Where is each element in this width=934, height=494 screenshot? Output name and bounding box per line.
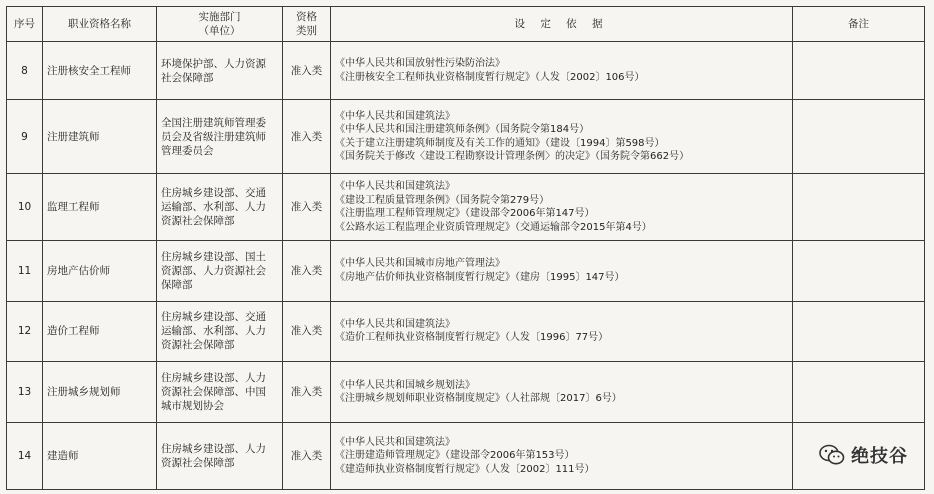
row-category: 准入类 [283,241,331,302]
row-basis [331,362,793,423]
row-basis-line: 《建设工程质量管理条例》（国务院令第279号） [335,194,550,206]
row-remarks [793,362,925,423]
row-dept-line: 管理委员会 [161,144,214,157]
row-dept-line: 住房城乡建设部、交通 [161,311,266,324]
row-seq: 13 [7,362,43,423]
header-row [7,7,925,42]
row-dept [157,241,283,302]
row-basis-line: 《中华人民共和国放射性污染防治法》 [335,58,505,70]
row-category: 准入类 [283,362,331,423]
row-seq: 10 [7,174,43,241]
row-dept [157,301,283,362]
row-basis-line: 《中华人民共和国城乡规划法》 [335,379,475,391]
row-seq: 12 [7,301,43,362]
row-dept-line: 社会保障部 [161,71,214,84]
row-dept-line: 住房城乡建设部、人力 [161,372,266,385]
row-remarks [793,42,925,100]
header-category-line: 资格 [296,11,317,23]
row-dept-line: 住房城乡建设部、交通 [161,187,266,200]
table-row [7,422,925,489]
header-basis: 设 定 依 据 [331,7,793,42]
row-basis-line: 《中华人民共和国建筑法》 [335,318,455,330]
row-name: 监理工程师 [43,174,157,241]
watermark [819,442,908,468]
row-dept-line: 运输部、水利部、人力 [161,201,266,214]
row-basis-line: 《注册监理工程师管理规定》（建设部令2006年第147号） [335,208,595,220]
header-dept-line: （单位） [198,25,241,37]
row-name: 注册城乡规划师 [43,362,157,423]
row-dept-line: 资源社会保障部 [161,456,235,469]
row-basis-line: 《中华人民共和国建筑法》 [335,110,455,122]
row-dept-line: 保障部 [161,278,193,291]
row-basis-line: 《关于建立注册建筑师制度及有关工作的通知》（建设〔1994〕第598号） [335,137,665,149]
row-basis-line: 《建造师执业资格制度暂行规定》（人发〔2002〕111号） [335,463,595,475]
row-basis-line: 《房地产估价师执业资格制度暂行规定》（建房〔1995〕147号） [335,271,625,283]
row-dept-line: 员会及省级注册建筑师 [161,130,266,143]
qualification-table [6,6,925,490]
header-remarks: 备注 [793,7,925,42]
row-seq: 14 [7,422,43,489]
watermark-text: 绝技谷 [851,446,908,467]
table-body [7,42,925,490]
row-category: 准入类 [283,100,331,174]
table-row [7,100,925,174]
row-remarks [793,100,925,174]
row-basis [331,422,793,489]
row-basis-line: 《国务院关于修改〈建设工程勘察设计管理条例〉的决定》（国务院令第662号） [335,151,690,163]
header-category-line: 类别 [296,25,317,37]
row-dept-line: 住房城乡建设部、国土 [161,250,266,263]
row-basis-line: 《造价工程师执业资格制度暂行规定》（人发〔1996〕77号） [335,332,609,344]
row-basis [331,174,793,241]
row-basis-line: 《中华人民共和国注册建筑师条例》（国务院令第184号） [335,124,590,136]
header-name: 职业资格名称 [43,7,157,42]
row-dept [157,362,283,423]
row-name: 造价工程师 [43,301,157,362]
row-dept-line: 住房城乡建设部、人力 [161,442,266,455]
row-name: 注册核安全工程师 [43,42,157,100]
row-dept-line: 资源部、人力资源社会 [161,264,266,277]
row-basis-line: 《中华人民共和国建筑法》 [335,181,455,193]
row-dept [157,422,283,489]
row-seq: 11 [7,241,43,302]
table-row [7,42,925,100]
table-row [7,241,925,302]
row-basis [331,241,793,302]
row-basis [331,42,793,100]
row-category: 准入类 [283,422,331,489]
header-category [283,7,331,42]
row-dept-line: 城市规划协会 [161,400,224,413]
row-dept-line: 全国注册建筑师管理委 [161,116,266,129]
row-name: 房地产估价师 [43,241,157,302]
row-basis [331,100,793,174]
table-row [7,301,925,362]
row-dept-line: 资源社会保障部、中国 [161,386,266,399]
row-basis-line: 《注册建造师管理规定》（建设部令2006年第153号） [335,450,575,462]
row-dept-line: 环境保护部、人力资源 [161,57,266,70]
row-basis-line: 《中华人民共和国建筑法》 [335,436,455,448]
row-dept-line: 资源社会保障部 [161,339,235,352]
row-dept-line: 资源社会保障部 [161,215,235,228]
header-seq: 序号 [7,7,43,42]
row-dept [157,100,283,174]
header-dept [157,7,283,42]
header-dept-line: 实施部门 [198,11,241,23]
row-dept-line: 运输部、水利部、人力 [161,325,266,338]
row-category: 准入类 [283,301,331,362]
row-basis-line: 《公路水运工程监理企业资质管理规定》（交通运输部令2015年第4号） [335,221,652,233]
row-category: 准入类 [283,42,331,100]
table-row [7,174,925,241]
row-remarks [793,301,925,362]
wechat-icon [819,444,845,466]
row-basis-line: 《中华人民共和国城市房地产管理法》 [335,258,505,270]
row-basis [331,301,793,362]
row-basis-line: 《注册核安全工程师执业资格制度暂行规定》（人发〔2002〕106号） [335,71,645,83]
row-category: 准入类 [283,174,331,241]
row-seq: 9 [7,100,43,174]
row-dept [157,174,283,241]
row-dept [157,42,283,100]
row-remarks [793,174,925,241]
row-name: 注册建筑师 [43,100,157,174]
row-seq: 8 [7,42,43,100]
row-name: 建造师 [43,422,157,489]
row-basis-line: 《注册城乡规划师职业资格制度规定》（人社部规〔2017〕6号） [335,393,622,405]
table-row [7,362,925,423]
row-remarks [793,241,925,302]
